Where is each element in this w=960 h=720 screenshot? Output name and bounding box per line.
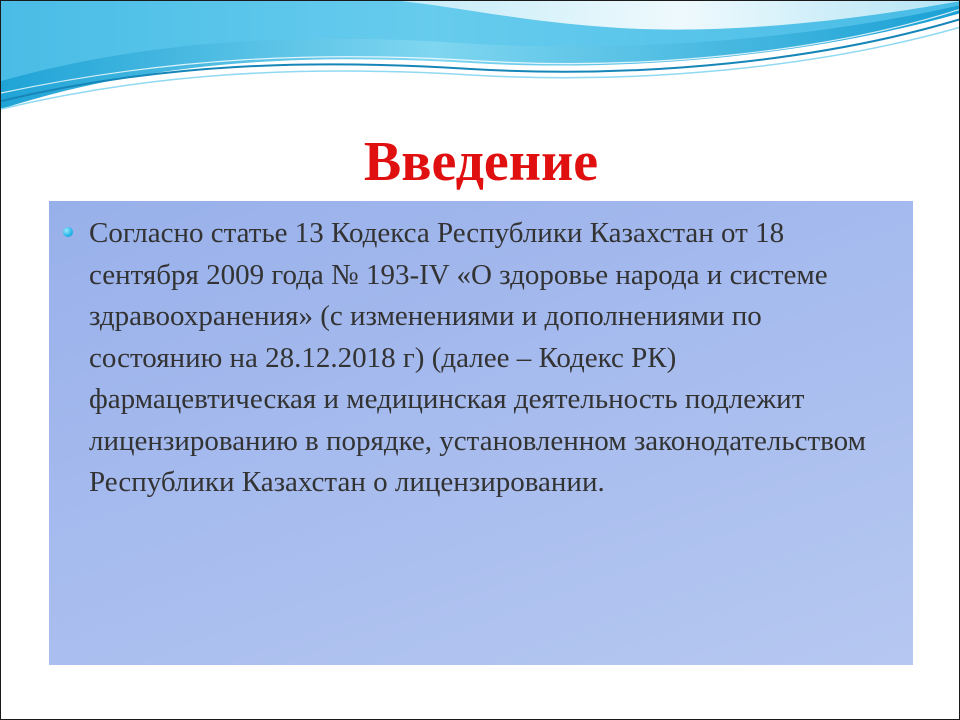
wave-decoration xyxy=(1,1,960,116)
content-box xyxy=(49,201,913,665)
bullet-text: Согласно статье 13 Кодекса Республики Казахстан от 18 сентября 2009 года № 193-IV «О здоровье народа и системе здравоохранения» (с изменениями и дополнениями по состоянию на 28.12.2018 г) (далее – Кодекс РК) фармацевтическая и медицинская деятельность подлежит лицензированию в порядке, установленном законодательством Республики Казахстан о лицензировании. xyxy=(89,217,866,498)
bullet-dot-icon xyxy=(63,227,73,237)
slide-title: Введение xyxy=(363,131,599,193)
